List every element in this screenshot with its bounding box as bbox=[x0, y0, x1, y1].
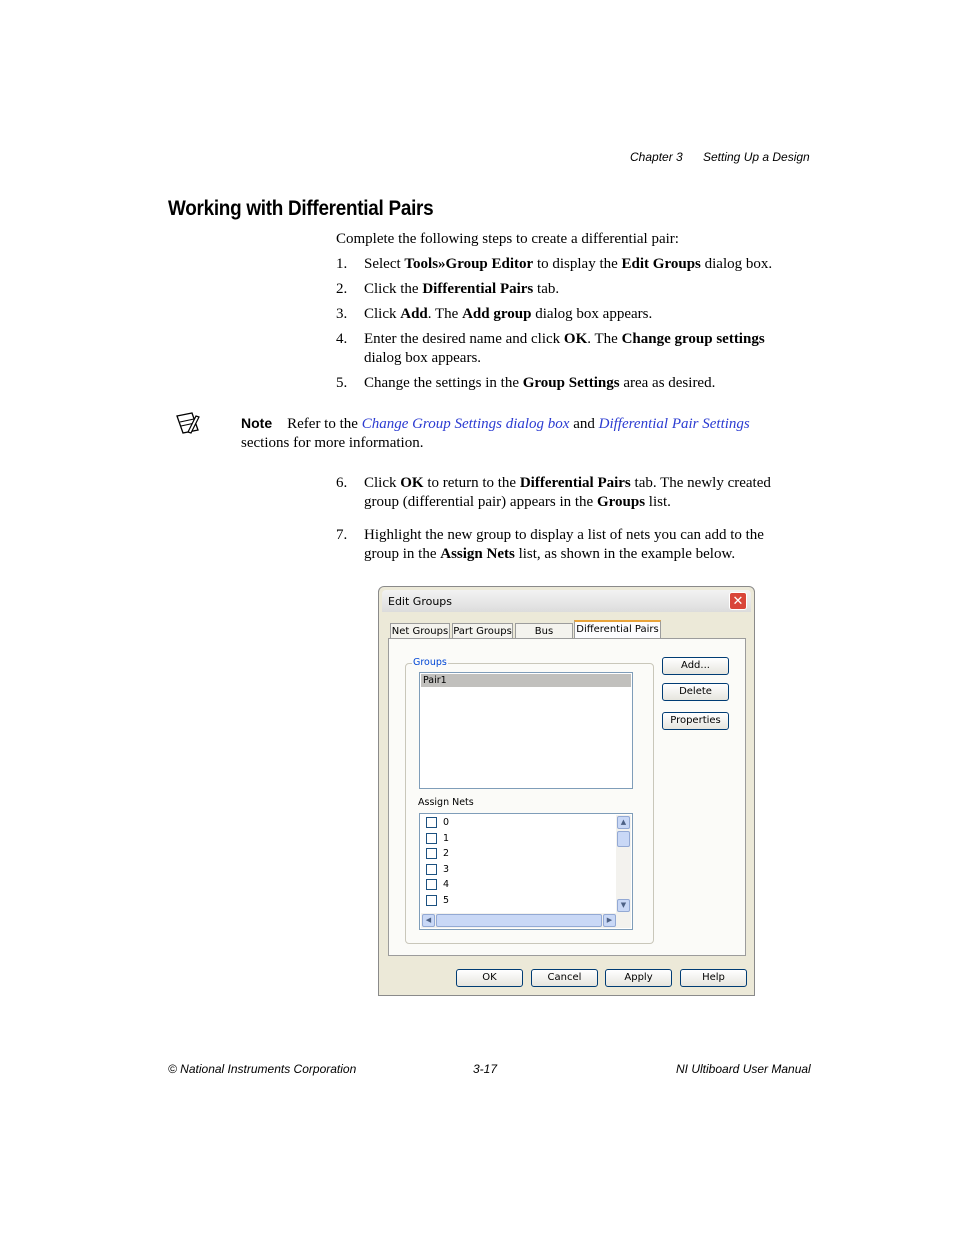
dialog-name: Add group bbox=[462, 306, 532, 322]
button-name: Add bbox=[400, 306, 428, 322]
scroll-down-icon[interactable]: ▼ bbox=[617, 899, 630, 912]
tab-name: Differential Pairs bbox=[422, 281, 534, 297]
dialog-title: Edit Groups bbox=[388, 595, 453, 608]
horizontal-scrollbar[interactable] bbox=[421, 913, 631, 928]
dialog-name: Edit Groups bbox=[621, 256, 701, 272]
groups-groupbox bbox=[405, 657, 654, 944]
help-button[interactable]: Help bbox=[680, 969, 747, 987]
list-name: Assign Nets bbox=[440, 546, 515, 562]
list-name: Groups bbox=[596, 494, 646, 510]
checkbox[interactable] bbox=[426, 864, 437, 875]
step-text: Click bbox=[364, 306, 401, 322]
step-text: Highlight the new group to display a list of nets you can add to the group in the bbox=[364, 527, 764, 562]
footer-manual-title: NI Ultiboard User Manual bbox=[676, 1062, 811, 1076]
net-label: 0 bbox=[443, 817, 450, 828]
step-4 bbox=[336, 330, 796, 368]
note-block bbox=[241, 414, 781, 453]
note-text: Refer to the bbox=[287, 416, 362, 432]
edit-groups-dialog bbox=[378, 586, 755, 996]
step-2 bbox=[336, 280, 796, 299]
scroll-right-icon[interactable]: ▶ bbox=[603, 914, 616, 927]
note-label: Note bbox=[241, 415, 273, 431]
change-group-settings-link[interactable]: Change Group Settings dialog box bbox=[361, 416, 570, 432]
footer-page-number: 3-17 bbox=[473, 1062, 498, 1076]
menu-path: Tools»Group Editor bbox=[404, 256, 534, 272]
step-text: dialog box appears. bbox=[364, 350, 482, 366]
step-number: 2. bbox=[336, 281, 348, 297]
step-text: dialog box appears. bbox=[531, 306, 653, 322]
assign-nets-label: Assign Nets bbox=[418, 797, 474, 808]
net-label: 5 bbox=[443, 895, 450, 906]
net-item[interactable] bbox=[426, 832, 449, 846]
step-text: list. bbox=[645, 494, 671, 510]
tab-net-groups[interactable]: Net Groups bbox=[390, 623, 450, 639]
step-text: tab. bbox=[533, 281, 560, 297]
area-name: Group Settings bbox=[522, 375, 620, 391]
step-text: Select bbox=[364, 256, 405, 272]
button-name: OK bbox=[400, 475, 424, 491]
net-label: 2 bbox=[443, 848, 450, 859]
checkbox[interactable] bbox=[426, 879, 437, 890]
properties-button[interactable]: Properties bbox=[662, 712, 729, 730]
vertical-scrollbar[interactable] bbox=[616, 815, 631, 913]
step-text: to display the bbox=[533, 256, 622, 272]
net-label: 1 bbox=[443, 833, 450, 844]
tab-panel bbox=[388, 638, 746, 956]
step-text: Click bbox=[364, 475, 401, 491]
step-7 bbox=[336, 526, 796, 564]
net-item[interactable] bbox=[426, 863, 449, 877]
step-number: 7. bbox=[336, 527, 348, 543]
checkbox[interactable] bbox=[426, 817, 437, 828]
net-item[interactable] bbox=[426, 847, 449, 861]
net-item[interactable] bbox=[426, 878, 449, 892]
groups-list[interactable] bbox=[419, 672, 633, 789]
groups-label: Groups bbox=[413, 657, 447, 668]
net-label: 3 bbox=[443, 864, 450, 875]
ok-button[interactable]: OK bbox=[456, 969, 523, 987]
step-number: 5. bbox=[336, 375, 348, 391]
section-heading: Working with Differential Pairs bbox=[168, 197, 434, 220]
checkbox[interactable] bbox=[426, 895, 437, 906]
running-header-section: Setting Up a Design bbox=[703, 150, 810, 164]
net-item[interactable] bbox=[426, 816, 449, 830]
step-number: 3. bbox=[336, 306, 348, 322]
scroll-left-icon[interactable]: ◀ bbox=[422, 914, 435, 927]
step-number: 6. bbox=[336, 475, 348, 491]
button-name: OK bbox=[563, 331, 588, 347]
step-text: to return to the bbox=[423, 475, 520, 491]
list-item[interactable]: Pair1 bbox=[421, 674, 631, 687]
close-icon[interactable]: ✕ bbox=[729, 592, 747, 610]
step-6 bbox=[336, 474, 796, 512]
cancel-button[interactable]: Cancel bbox=[531, 969, 598, 987]
step-number: 4. bbox=[336, 331, 348, 347]
differential-pair-settings-link[interactable]: Differential Pair Settings bbox=[598, 416, 750, 432]
step-number: 1. bbox=[336, 256, 348, 272]
tab-part-groups[interactable]: Part Groups bbox=[452, 623, 513, 639]
intro-text: Complete the following steps to create a differential pair: bbox=[336, 231, 679, 247]
net-label: 4 bbox=[443, 879, 450, 890]
assign-nets-list[interactable] bbox=[419, 813, 633, 930]
note-text: sections for more information. bbox=[241, 435, 424, 451]
step-text: dialog box. bbox=[700, 256, 773, 272]
apply-button[interactable]: Apply bbox=[605, 969, 672, 987]
dialog-titlebar bbox=[382, 590, 751, 612]
step-text: tab. The newly created group (differential pair) appears in the bbox=[364, 475, 771, 510]
running-header-chapter: Chapter 3 bbox=[630, 150, 683, 164]
step-text: area as desired. bbox=[619, 375, 716, 391]
step-text: list, as shown in the example below. bbox=[514, 546, 736, 562]
step-text: . The bbox=[427, 306, 463, 322]
step-1 bbox=[336, 255, 796, 274]
footer-copyright: © National Instruments Corporation bbox=[168, 1062, 357, 1076]
step-text: . The bbox=[587, 331, 622, 347]
tab-bus-groups[interactable]: Bus bbox=[515, 623, 573, 639]
step-5 bbox=[336, 374, 796, 393]
add-button[interactable]: Add... bbox=[662, 657, 729, 675]
scroll-thumb[interactable] bbox=[436, 914, 602, 927]
tab-differential-pairs[interactable]: Differential Pairs bbox=[574, 620, 661, 639]
step-text: Enter the desired name and click bbox=[364, 331, 564, 347]
note-icon bbox=[174, 410, 202, 436]
scroll-up-icon[interactable]: ▲ bbox=[617, 816, 630, 829]
checkbox[interactable] bbox=[426, 833, 437, 844]
scroll-thumb[interactable] bbox=[617, 831, 630, 847]
note-text: and bbox=[569, 416, 599, 432]
net-item[interactable] bbox=[426, 894, 449, 908]
delete-button[interactable]: Delete bbox=[662, 683, 729, 701]
checkbox[interactable] bbox=[426, 848, 437, 859]
step-3 bbox=[336, 305, 796, 324]
step-text: Change the settings in the bbox=[364, 375, 523, 391]
step-text: Click the bbox=[364, 281, 423, 297]
tab-name: Differential Pairs bbox=[519, 475, 631, 491]
dialog-name: Change group settings bbox=[621, 331, 765, 347]
